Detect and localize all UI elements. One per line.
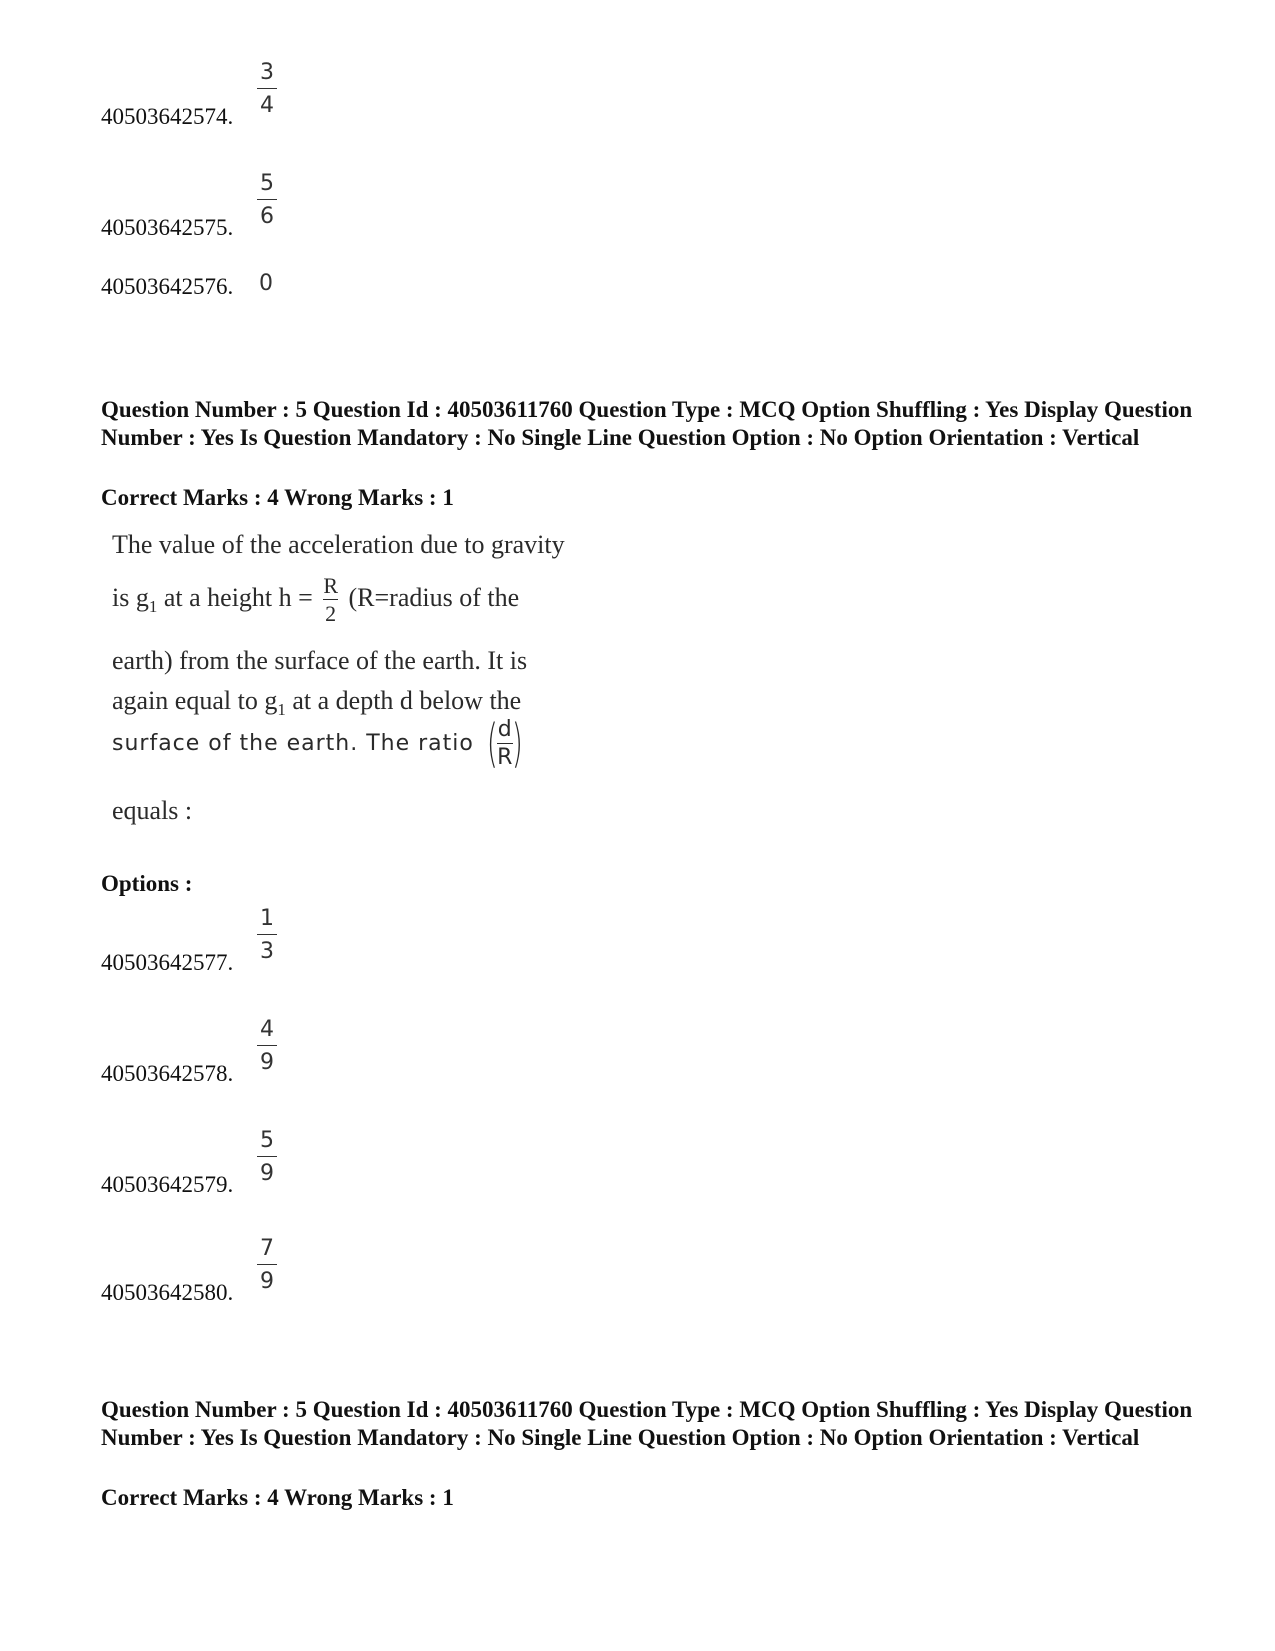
question-line-4 [112,686,521,720]
numerator: 5 [260,1128,274,1153]
fraction-bar [257,1045,277,1046]
option-fraction [256,906,278,965]
option-40503642574[interactable] [101,60,501,130]
question-line-1: The value of the acceleration due to gravity [112,530,565,559]
question-line-5 [112,714,529,774]
options-label: Options : [101,871,193,896]
denominator: R [497,745,514,770]
option-fraction [256,60,278,119]
numerator: 1 [260,906,274,931]
option-id: 40503642578. [101,1061,234,1086]
question-marks: Correct Marks : 4 Wrong Marks : 1 [101,485,454,510]
text-segment: at a depth d below the [285,686,522,715]
denominator: 2 [325,601,337,626]
option-40503642578[interactable] [101,1017,501,1087]
denominator: 9 [260,1269,274,1294]
text-segment: is g [112,582,149,612]
denominator: 6 [260,204,274,229]
fraction-bar [257,88,277,89]
text-segment: again equal to g [112,686,278,715]
question-text [112,530,612,865]
fraction-bar [257,1264,277,1265]
question-line-2 [112,574,519,626]
option-id: 40503642575. [101,215,234,240]
option-id: 40503642574. [101,104,234,129]
option-fraction [256,171,278,230]
question-line-3: earth) from the surface of the earth. It is [112,646,528,675]
denominator: 3 [260,939,274,964]
numerator: 4 [260,1017,274,1042]
option-fraction [256,1236,278,1295]
numerator: 3 [260,60,274,85]
text-segment: (R=radius of the [342,582,520,612]
numerator: d [497,717,513,742]
text-segment: at a height h = [157,582,320,612]
option-fraction [256,1128,278,1187]
option-40503642575[interactable] [101,171,501,241]
text-segment: surface of the earth. The ratio [112,731,482,756]
option-40503642579[interactable] [101,1128,501,1198]
subscript: 1 [148,597,158,617]
question-meta: Question Number : 5 Question Id : 40503611760 Question Type : MCQ Option Shuffling : Yes Display Question Number : Yes Is Question Mandatory : No Single Line Question Option : No Option Orientation : Vertical [101,397,1193,450]
height-fraction [323,574,338,626]
fraction-bar [323,599,338,600]
denominator: 4 [260,93,274,118]
next-question-meta: Question Number : 5 Question Id : 40503611760 Question Type : MCQ Option Shuffling : Yes Display Question Number : Yes Is Question Mandatory : No Single Line Question Option : No Option Orientation : Vertical [101,1397,1193,1450]
fraction-bar [257,199,277,200]
numerator: 7 [260,1236,274,1261]
fraction-bar [257,1156,277,1157]
option-40503642580[interactable] [101,1236,501,1306]
option-id: 40503642579. [101,1172,234,1197]
next-question-marks: Correct Marks : 4 Wrong Marks : 1 [101,1485,454,1510]
denominator: 9 [260,1161,274,1186]
subscript: 1 [277,700,286,720]
denominator: 9 [260,1050,274,1075]
option-id: 40503642580. [101,1280,234,1305]
option-id: 40503642576. [101,274,234,299]
fraction-bar [257,934,277,935]
numerator: 5 [260,171,274,196]
option-40503642577[interactable] [101,906,501,976]
left-paren-glyph: ( [486,714,499,774]
right-paren-glyph: ) [512,714,524,774]
option-value: 0 [259,271,273,296]
question-line-6: equals : [112,796,193,825]
numerator: R [323,573,338,598]
option-id: 40503642577. [101,950,234,975]
option-40503642576[interactable] [101,250,501,300]
option-fraction [256,1017,278,1076]
